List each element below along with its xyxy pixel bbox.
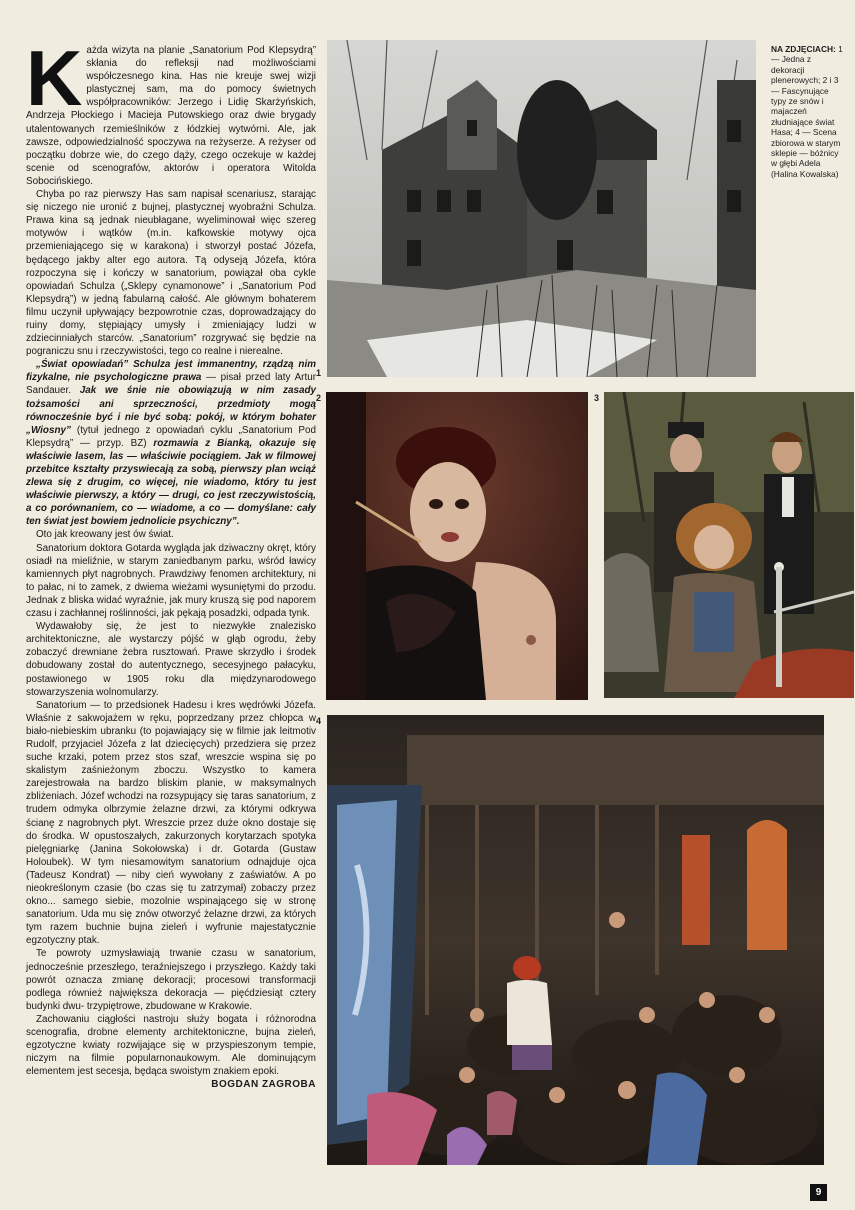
article-column — [26, 34, 316, 1092]
paragraph-5: Wydawałoby się, że jest to niezwykłe znalezisko architektoniczne, ale wystarczy pójść w głąb ogrodu, żeby zobaczyć drewniane żebra rusztowań. Prawe skrzydło i środek dobudowany został do autentycznego, secesyjnego pałacyku, postawionego w 1905 roku dla międzynarodowego stowarzyszenia wolnomularzy. — [26, 621, 316, 698]
paragraph-8: Zachowaniu ciągłości nastroju służy bogata i różnorodna scenografia, drobne elementy architektoniczne, bujna zieleń, egzotyczne kwiaty rozwijające się w przyspieszonym tempie, niczym na filmie popularnonaukowym. Ale dominującym elementem jest secesja, będąca swoistym znakiem epoki. — [26, 1013, 316, 1078]
quote-paragraph — [26, 358, 316, 528]
photo-1-sanatorium-exterior — [327, 40, 756, 377]
paragraph-4: Sanatorium doktora Gotarda wygląda jak dziwaczny okręt, który osiadł na mieliźnie, w starym zaniedbanym parku, wśród ławicy kamiennych płyt nagrobnych. Prawdziwy fenomen architektury, ni to pałac, ni to zamek, z dwiema wieżami wysuniętymi do przodu. Jednak z bliska widać wyraźnie, jak mury kruszą się pod naporem czasu i zachłannej roślinności, jak pękają posadzki, odpada tynk. — [26, 542, 316, 620]
photo-number-4: 4 — [316, 716, 322, 726]
author-signature: BOGDAN ZAGROBA — [211, 1079, 316, 1091]
paragraph-7: Te powroty uzmysławiają trwanie czasu w sanatorium, jednocześnie przeszłego, teraźniejszego i przyszłego. Każdy taki powrót oznacza zmianę dekoracji; procesowi transformacji podlega również największa dekoracja — pięćdziesiąt cztery budynki dwu- trzypiętrowe, zbudowane w Krakowie. — [26, 948, 316, 1012]
quote-part-2: Jak we śnie nie obowiązują w nim zasady tożsamości ani sprzeczności, przedmioty mogą równocześnie być i nie być sobą: pokój, w którym bohater „Wiosny” — [26, 385, 316, 436]
photo-4-crowd-scene — [327, 715, 824, 1165]
photo-3-costumed-figures — [604, 392, 854, 698]
quote-attribution: — pisał przed laty Artur Sandauer. — [26, 372, 316, 397]
photo-number-2: 2 — [316, 393, 322, 403]
quote-part-3: rozmawia z Bianką, okazuje się właściwie lasem, las — właściwie pociągiem. Jak w filmowej przebitce kształty przyswiecają za sobą, pierwszy plan wciąż zlewa się z drugim, co więcej, nie wiadomo, który tu jest właściwie pierwszy, a który — drugi, co jest rzeczywistością, a co porównaniem, co — wiadome, a co — domyślane: cały ten świat jest bowiem jednolicie psychiczny”. — [26, 437, 316, 528]
photo-2-woman-portrait — [326, 392, 588, 700]
paragraph-1: ażda wizyta na planie „Sanatorium Pod Klepsydrą” skłania do refleksji nad możliwościami współczesnego kina. Has nie kreuje swej wizji plastycznej sam, ma do pomocy świetnych współpracowników: Jerzego i Lidię Skarżyńskich, Andrzeja Płockiego i Macieja Putowskiego oraz dwie brygady utalentowanych rzemieślników z łódzkiej wytwórni. Ale, jak zawsze, odpowiedzialność spoczywa na reżyserze. A reżyser od początku dobrze wie, do czego dąży, czego oczekuje w każdej scenie od scenografów, aktorów i operatora Witolda Sobocińskiego. — [26, 45, 316, 187]
caption-text: 1 — Jedna z dekoracji plenerowych; 2 i 3 — Fascynujące typy ze snów i majaczeń złudniające świat Hasa; 4 — Scena zbiorowa w starym sklepie — bóżnicy w głębi Adela (Halina Kowalska) — [771, 44, 843, 179]
photo-caption — [771, 44, 843, 179]
quote-footnote: (tytuł jednego z opowiadań cyklu „Sanatorium Pod Klepsydrą” — przyp. BZ) — [26, 424, 316, 449]
article-intro — [26, 34, 316, 188]
paragraph-6: Sanatorium — to przedsionek Hadesu i kres wędrówki Józefa. Właśnie z sakwojażem w ręku, poprzedzany przez chłopca w biało-niebieskim ubranku (to pojawiający się w filmie jak leitmotiv Rudolf, przyjaciel Józefa z lat dziecięcych) przedziera się przez suche krzaki, potem przez stos szaf, wreszcie wspina się po skalistym zaśnieżonym zboczu. Wszystko to kamera zarejestrowała na bardzo bliskim planie, w maksymalnych zbliżeniach. Józef wchodzi na rozsypujący się taras sanatorium, z trudem odmyka olbrzymie żelazne drzwi, za którymi odkrywa ścianę z nagrobnych płyt. Wreszcie przez duże okno dostaje się do środka. W opustoszałych, zakurzonych korytarzach spotyka pielęgniarkę (Janina Sokołowska) i dr. Gotarda (Gustaw Holoubek). W tym niesamowitym sanatorium odnajduje ojca (Tadeusz Kondrat) — niby cień wywołany z zaświatów. A po nieokreślonym czasie (bo czas się tu zatrzymał) zobaczy przez okno... samego siebie, mozolnie wspinającego się w stronę sanatorium. Uda mu się znów otworzyć żelazne drzwi, za których tym razem buchnie bujna zieleń i wyfrunie majestatycznie egzotyczny ptak. — [26, 699, 316, 947]
page-number: 9 — [810, 1184, 827, 1201]
paragraph-3: Oto jak kreowany jest ów świat. — [36, 529, 174, 541]
photo-number-1: 1 — [316, 368, 322, 378]
photo-number-3: 3 — [594, 393, 600, 403]
caption-heading: NA ZDJĘCIACH: — [771, 44, 836, 54]
drop-cap: K — [26, 34, 83, 122]
paragraph-2: Chyba po raz pierwszy Has sam napisał scenariusz, starając się niczego nie uronić z bujnej, plastycznej wyobraźni Schulza. Prawa kina są jednak nieubłagane, wyeliminował więc szereg motywów i wątków (m.in. kafkowskie motywy ojca przemieniającego się w karakona) i stworzył postać Józefa, będącego jakby alter ego autora. Tą odyseją Józefa, która rozpoczyna się i kończy w sanatorium, powiązał oba cykle opowiadań Schulza („Sklepy cynamonowe” i „Sanatorium Pod Klepsydrą”) w jedną fabularną całość. Ale głównym bohaterem filmu uczynił upływający bezpowrotnie czas, doprowadzający do ruiny domy, stępiający umysły i zmieniający ludzi w zdziecinniałych starców. „Sanatorium” rozgrywać się będzie na pograniczu snu i rzeczywistości, tego co realne i nierealne. — [26, 189, 316, 358]
quote-part-1: „Świat opowiadań” Schulza jest immanentny, rządzą nim fizykalne, nie psychologiczne prawa — [26, 359, 316, 384]
